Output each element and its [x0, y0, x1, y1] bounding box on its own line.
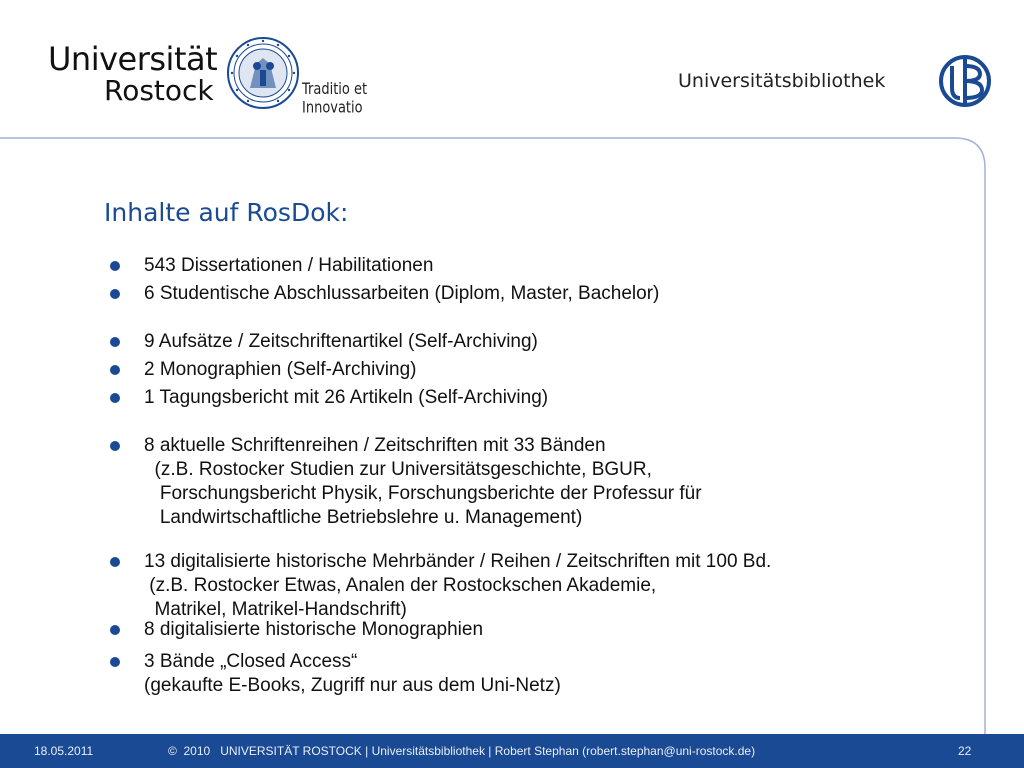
footer-text: © 2010 UNIVERSITÄT ROSTOCK | Universitätsbibliothek | Robert Stephan (robert.stephan@uni-rostock.de) [168, 744, 756, 758]
logo-motto: Traditio et Innovatio [302, 80, 368, 118]
university-seal-icon [226, 36, 300, 110]
list-item [104, 358, 416, 382]
page-number: 22 [958, 744, 972, 758]
bullet-dot-icon [110, 557, 120, 567]
footer-bar [0, 734, 1024, 768]
list-item [104, 254, 433, 278]
bullet-dot-icon [110, 657, 120, 667]
library-name: Universitätsbibliothek [678, 70, 886, 92]
bullet-dot-icon [110, 393, 120, 403]
logo-text-rostock: Rostock [104, 74, 214, 107]
bullet-dot-icon [110, 441, 120, 451]
list-item-text: 2 Monographien (Self-Archiving) [144, 359, 417, 380]
bullet-dot-icon [110, 625, 120, 635]
list-item [104, 330, 538, 354]
list-item-text: Landwirtschaftliche Betriebslehre u. Management) [144, 507, 583, 528]
bullet-dot-icon [110, 289, 120, 299]
bullet-dot-icon [110, 261, 120, 271]
logo-text-universitaet: Universität [48, 40, 218, 78]
list-item [104, 618, 483, 642]
list-item-text: 6 Studentische Abschlussarbeiten (Diplom, Master, Bachelor) [144, 283, 660, 304]
list-item-text: Forschungsbericht Physik, Forschungsberichte der Professur für [144, 483, 702, 504]
list-item [104, 550, 771, 622]
list-item-text: Matrikel, Matrikel-Handschrift) [144, 599, 407, 620]
university-logo [48, 36, 418, 118]
list-item-text: 13 digitalisierte historische Mehrbänder / Reihen / Zeitschriften mit 100 Bd. [144, 551, 772, 572]
list-item-text: (z.B. Rostocker Studien zur Universitätsgeschichte, BGUR, [144, 459, 652, 480]
list-item-text: 8 digitalisierte historische Monographien [144, 619, 484, 640]
slide-title: Inhalte auf RosDok: [104, 198, 349, 227]
list-item-text: (z.B. Rostocker Etwas, Analen der Rostockschen Akademie, [144, 575, 657, 596]
list-item-text: 3 Bände „Closed Access“ [144, 651, 358, 672]
list-item-text: 8 aktuelle Schriftenreihen / Zeitschriften mit 33 Bänden [144, 435, 606, 456]
list-item [104, 386, 548, 410]
list-item-text: 543 Dissertationen / Habilitationen [144, 255, 434, 276]
ub-monogram-icon [938, 54, 992, 108]
bullet-dot-icon [110, 337, 120, 347]
list-item [104, 650, 561, 698]
list-item-text: 9 Aufsätze / Zeitschriftenartikel (Self-Archiving) [144, 331, 538, 352]
list-item [104, 434, 702, 530]
list-item-text: (gekaufte E-Books, Zugriff nur aus dem Uni-Netz) [144, 675, 561, 696]
list-item [104, 282, 659, 306]
list-item-text: 1 Tagungsbericht mit 26 Artikeln (Self-Archiving) [144, 387, 549, 408]
footer-date: 18.05.2011 [34, 744, 94, 758]
bullet-dot-icon [110, 365, 120, 375]
